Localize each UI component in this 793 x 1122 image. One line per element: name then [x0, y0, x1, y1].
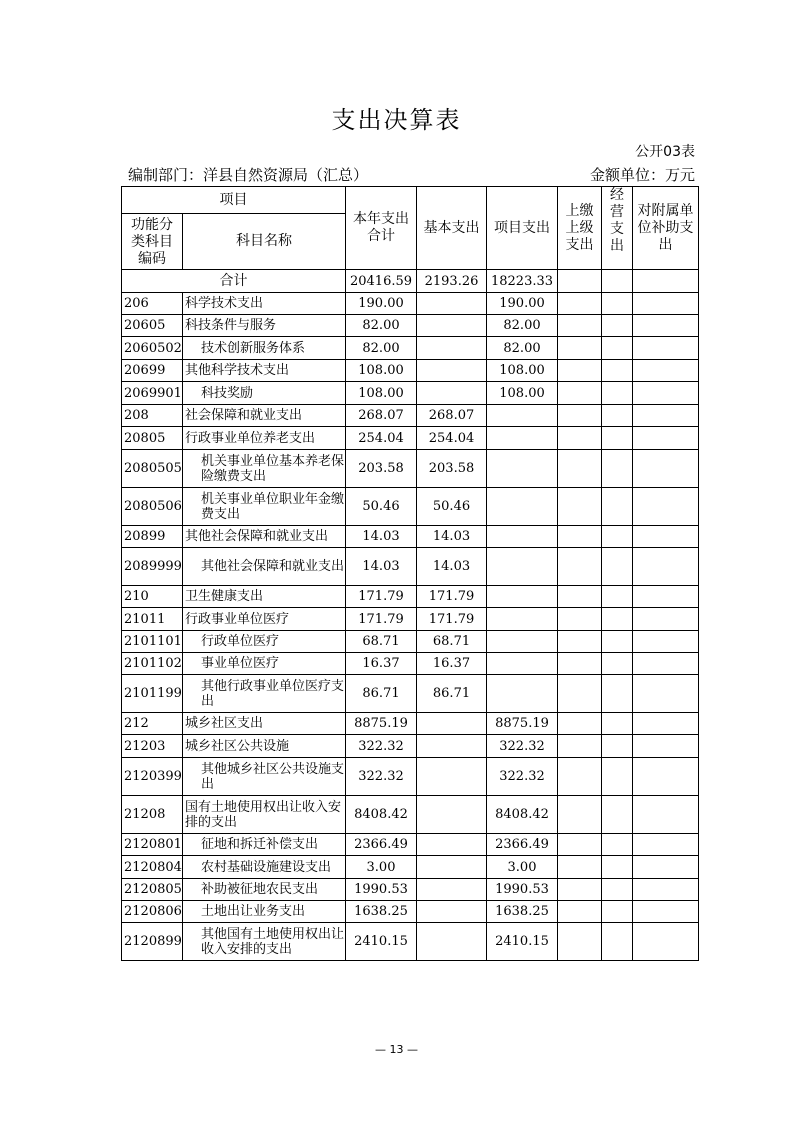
row-basic	[417, 315, 487, 337]
row-code: 21011	[122, 608, 183, 631]
total-label: 合计	[122, 270, 346, 293]
row-total: 68.71	[346, 631, 417, 653]
row-upper	[558, 834, 602, 856]
row-basic: 203.58	[417, 450, 487, 488]
total-cell-subsidy	[633, 270, 699, 293]
row-business	[602, 586, 633, 608]
row-basic: 68.71	[417, 631, 487, 653]
table-row	[122, 675, 699, 713]
table-row	[122, 293, 699, 315]
row-code: 2120899	[122, 923, 183, 961]
table-row	[122, 713, 699, 735]
row-name: 其他城乡社区公共设施支出	[183, 758, 346, 796]
total-cell-project: 18223.33	[487, 270, 558, 293]
row-basic	[417, 923, 487, 961]
row-subsidy	[633, 653, 699, 675]
row-basic: 254.04	[417, 427, 487, 450]
row-project: 108.00	[487, 360, 558, 382]
row-total: 108.00	[346, 382, 417, 405]
row-total: 203.58	[346, 450, 417, 488]
table-row	[122, 856, 699, 879]
table-row	[122, 758, 699, 796]
row-project: 82.00	[487, 315, 558, 337]
row-upper	[558, 758, 602, 796]
row-business	[602, 548, 633, 586]
row-basic	[417, 713, 487, 735]
row-basic	[417, 901, 487, 923]
row-business	[602, 901, 633, 923]
row-name: 科技奖励	[183, 382, 346, 405]
row-code: 2120804	[122, 856, 183, 879]
row-upper	[558, 360, 602, 382]
row-project	[487, 675, 558, 713]
table-row	[122, 735, 699, 758]
row-name: 机关事业单位基本养老保险缴费支出	[183, 450, 346, 488]
row-basic	[417, 293, 487, 315]
row-project: 2410.15	[487, 923, 558, 961]
row-total: 254.04	[346, 427, 417, 450]
row-total: 322.32	[346, 758, 417, 796]
row-subsidy	[633, 901, 699, 923]
row-name: 技术创新服务体系	[183, 337, 346, 360]
row-name: 科学技术支出	[183, 293, 346, 315]
row-subsidy	[633, 608, 699, 631]
row-subsidy	[633, 923, 699, 961]
row-total: 14.03	[346, 526, 417, 548]
row-subsidy	[633, 631, 699, 653]
row-name: 社会保障和就业支出	[183, 405, 346, 427]
table-row	[122, 526, 699, 548]
row-upper	[558, 293, 602, 315]
row-subsidy	[633, 675, 699, 713]
row-name: 补助被征地农民支出	[183, 879, 346, 901]
row-basic	[417, 735, 487, 758]
row-business	[602, 675, 633, 713]
table-row	[122, 450, 699, 488]
row-project	[487, 526, 558, 548]
table-row	[122, 427, 699, 450]
row-subsidy	[633, 382, 699, 405]
row-business	[602, 608, 633, 631]
row-total: 8408.42	[346, 796, 417, 834]
row-project	[487, 653, 558, 675]
row-business	[602, 450, 633, 488]
row-project: 108.00	[487, 382, 558, 405]
row-subsidy	[633, 713, 699, 735]
total-cell-upper	[558, 270, 602, 293]
table-row	[122, 315, 699, 337]
table-row	[122, 405, 699, 427]
row-total: 108.00	[346, 360, 417, 382]
row-upper	[558, 653, 602, 675]
row-total: 50.46	[346, 488, 417, 526]
row-subsidy	[633, 450, 699, 488]
row-project	[487, 427, 558, 450]
row-business	[602, 405, 633, 427]
row-total: 82.00	[346, 337, 417, 360]
row-business	[602, 758, 633, 796]
header-code: 功能分类科目编码	[122, 214, 183, 270]
row-subsidy	[633, 360, 699, 382]
row-subsidy	[633, 488, 699, 526]
row-upper	[558, 382, 602, 405]
header-name: 科目名称	[183, 214, 346, 270]
row-subsidy	[633, 337, 699, 360]
row-total: 82.00	[346, 315, 417, 337]
row-name: 城乡社区支出	[183, 713, 346, 735]
row-upper	[558, 856, 602, 879]
row-code: 212	[122, 713, 183, 735]
row-upper	[558, 548, 602, 586]
row-upper	[558, 879, 602, 901]
header-subsidy: 对附属单位补助支出	[633, 187, 699, 270]
header-basic: 基本支出	[417, 187, 487, 270]
row-code: 2120805	[122, 879, 183, 901]
row-total: 14.03	[346, 548, 417, 586]
row-name: 其他社会保障和就业支出	[183, 526, 346, 548]
row-business	[602, 923, 633, 961]
row-upper	[558, 713, 602, 735]
total-cell-total: 20416.59	[346, 270, 417, 293]
row-code: 21208	[122, 796, 183, 834]
row-project: 1638.25	[487, 901, 558, 923]
row-total: 2410.15	[346, 923, 417, 961]
row-code: 2101102	[122, 653, 183, 675]
row-basic: 171.79	[417, 608, 487, 631]
total-cell-basic: 2193.26	[417, 270, 487, 293]
row-basic: 268.07	[417, 405, 487, 427]
row-code: 20805	[122, 427, 183, 450]
row-code: 2069901	[122, 382, 183, 405]
row-upper	[558, 405, 602, 427]
table-row	[122, 796, 699, 834]
row-code: 2101101	[122, 631, 183, 653]
row-upper	[558, 901, 602, 923]
row-subsidy	[633, 586, 699, 608]
header-project-exp: 项目支出	[487, 187, 558, 270]
row-code: 21203	[122, 735, 183, 758]
row-upper	[558, 586, 602, 608]
row-upper	[558, 488, 602, 526]
table-row	[122, 488, 699, 526]
row-name: 土地出让业务支出	[183, 901, 346, 923]
form-number: 公开03表	[635, 144, 695, 160]
row-basic	[417, 879, 487, 901]
row-business	[602, 337, 633, 360]
row-total: 171.79	[346, 586, 417, 608]
header-business: 经营支出	[602, 187, 633, 270]
amount-unit-label: 金额单位：万元	[589, 166, 695, 184]
row-basic	[417, 360, 487, 382]
row-name: 其他国有土地使用权出让收入安排的支出	[183, 923, 346, 961]
row-upper	[558, 675, 602, 713]
row-total: 171.79	[346, 608, 417, 631]
row-name: 其他科学技术支出	[183, 360, 346, 382]
row-basic	[417, 796, 487, 834]
row-basic	[417, 834, 487, 856]
row-subsidy	[633, 879, 699, 901]
header-project: 项目	[122, 187, 346, 214]
row-code: 2101199	[122, 675, 183, 713]
row-basic	[417, 337, 487, 360]
row-basic	[417, 382, 487, 405]
row-code: 2080505	[122, 450, 183, 488]
expenditure-table	[121, 186, 699, 961]
row-business	[602, 315, 633, 337]
row-total: 2366.49	[346, 834, 417, 856]
row-name: 国有土地使用权出让收入安排的支出	[183, 796, 346, 834]
row-total: 16.37	[346, 653, 417, 675]
row-basic	[417, 758, 487, 796]
row-subsidy	[633, 548, 699, 586]
row-upper	[558, 735, 602, 758]
row-name: 卫生健康支出	[183, 586, 346, 608]
row-business	[602, 834, 633, 856]
row-project	[487, 450, 558, 488]
row-subsidy	[633, 834, 699, 856]
row-upper	[558, 526, 602, 548]
row-code: 20605	[122, 315, 183, 337]
row-code: 20899	[122, 526, 183, 548]
row-code: 208	[122, 405, 183, 427]
row-code: 2080506	[122, 488, 183, 526]
row-name: 科技条件与服务	[183, 315, 346, 337]
row-business	[602, 796, 633, 834]
row-basic: 171.79	[417, 586, 487, 608]
row-code: 2120801	[122, 834, 183, 856]
row-project: 8875.19	[487, 713, 558, 735]
row-total: 8875.19	[346, 713, 417, 735]
row-project	[487, 631, 558, 653]
row-business	[602, 879, 633, 901]
table-row	[122, 923, 699, 961]
row-total: 190.00	[346, 293, 417, 315]
row-subsidy	[633, 293, 699, 315]
table-row	[122, 360, 699, 382]
row-business	[602, 382, 633, 405]
header-total: 本年支出合计	[346, 187, 417, 270]
row-business	[602, 653, 633, 675]
row-total: 1638.25	[346, 901, 417, 923]
row-subsidy	[633, 526, 699, 548]
total-cell-business	[602, 270, 633, 293]
row-project: 3.00	[487, 856, 558, 879]
row-project: 8408.42	[487, 796, 558, 834]
row-code: 2060502	[122, 337, 183, 360]
row-name: 其他行政事业单位医疗支出	[183, 675, 346, 713]
department-label: 编制部门：洋县自然资源局（汇总）	[128, 166, 369, 184]
row-upper	[558, 796, 602, 834]
row-subsidy	[633, 796, 699, 834]
row-project	[487, 405, 558, 427]
table-row	[122, 586, 699, 608]
row-code: 210	[122, 586, 183, 608]
row-total: 268.07	[346, 405, 417, 427]
row-name: 其他社会保障和就业支出	[183, 548, 346, 586]
row-upper	[558, 923, 602, 961]
row-upper	[558, 450, 602, 488]
row-subsidy	[633, 315, 699, 337]
header-upper: 上缴上级支出	[558, 187, 602, 270]
row-total: 3.00	[346, 856, 417, 879]
row-project	[487, 488, 558, 526]
row-basic	[417, 856, 487, 879]
row-name: 机关事业单位职业年金缴费支出	[183, 488, 346, 526]
table-row	[122, 382, 699, 405]
row-business	[602, 735, 633, 758]
row-basic: 50.46	[417, 488, 487, 526]
row-project: 322.32	[487, 758, 558, 796]
table-row	[122, 608, 699, 631]
row-project: 322.32	[487, 735, 558, 758]
row-upper	[558, 337, 602, 360]
row-business	[602, 488, 633, 526]
row-code: 20699	[122, 360, 183, 382]
row-total: 86.71	[346, 675, 417, 713]
table-row	[122, 879, 699, 901]
table-row	[122, 653, 699, 675]
row-project: 190.00	[487, 293, 558, 315]
row-subsidy	[633, 405, 699, 427]
row-business	[602, 631, 633, 653]
row-upper	[558, 315, 602, 337]
page-title: 支出决算表	[331, 106, 462, 134]
row-upper	[558, 631, 602, 653]
page-number: — 13 —	[375, 1043, 418, 1056]
row-code: 2120399	[122, 758, 183, 796]
row-project	[487, 548, 558, 586]
row-basic: 16.37	[417, 653, 487, 675]
row-business	[602, 713, 633, 735]
table-row	[122, 337, 699, 360]
row-business	[602, 293, 633, 315]
row-subsidy	[633, 735, 699, 758]
row-name: 征地和拆迁补偿支出	[183, 834, 346, 856]
row-code: 2089999	[122, 548, 183, 586]
table-row	[122, 901, 699, 923]
row-project: 82.00	[487, 337, 558, 360]
row-business	[602, 427, 633, 450]
row-basic: 14.03	[417, 526, 487, 548]
row-basic: 86.71	[417, 675, 487, 713]
row-name: 行政单位医疗	[183, 631, 346, 653]
total-row	[122, 270, 699, 293]
row-name: 城乡社区公共设施	[183, 735, 346, 758]
row-total: 322.32	[346, 735, 417, 758]
table-row	[122, 548, 699, 586]
row-upper	[558, 608, 602, 631]
row-subsidy	[633, 856, 699, 879]
row-code: 206	[122, 293, 183, 315]
row-business	[602, 360, 633, 382]
row-name: 行政事业单位养老支出	[183, 427, 346, 450]
row-project	[487, 586, 558, 608]
row-basic: 14.03	[417, 548, 487, 586]
row-name: 事业单位医疗	[183, 653, 346, 675]
row-subsidy	[633, 758, 699, 796]
row-business	[602, 856, 633, 879]
row-code: 2120806	[122, 901, 183, 923]
row-name: 农村基础设施建设支出	[183, 856, 346, 879]
row-project: 1990.53	[487, 879, 558, 901]
row-project: 2366.49	[487, 834, 558, 856]
row-total: 1990.53	[346, 879, 417, 901]
table-row	[122, 834, 699, 856]
row-name: 行政事业单位医疗	[183, 608, 346, 631]
row-business	[602, 526, 633, 548]
row-subsidy	[633, 427, 699, 450]
table-row	[122, 631, 699, 653]
row-upper	[558, 427, 602, 450]
row-project	[487, 608, 558, 631]
